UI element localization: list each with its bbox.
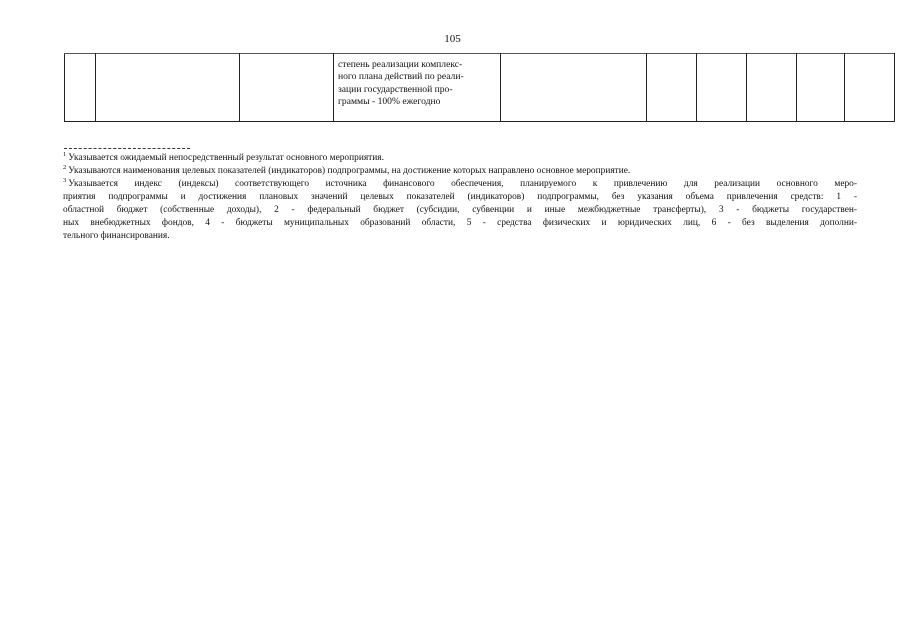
footnote-mark: 2 [63,164,67,171]
table-cell-8 [747,54,797,122]
footnote-mark: 3 [63,177,67,184]
footnote-line [63,178,857,191]
footnote-3 [63,178,857,243]
table-cell-2 [96,54,240,122]
footnote-separator [64,148,190,149]
footnote-line: областной бюджет (собственные доходы), 2 - федеральный бюджет (субсидии, субвенции и иные межбюджетные трансферты), 3 - бюджеты государствен- [63,205,857,215]
footnote-text: Указываются наименования целевых показателей (индикаторов) подпрограммы, на достижение которых направлено основное мероприятие. [68,166,631,176]
indicator-line: граммы - 100% ежегодно [338,96,441,108]
footnote-text: Указывается индекс (индексы) соответствующего источника финансового обеспечения, планируемого к привлечению для реализации основного меро- [68,179,857,189]
measures-table [64,53,895,122]
table-cell-10 [845,54,895,122]
footnote-mark: 1 [63,151,67,158]
indicator-line: зации государственной про- [338,83,453,95]
footnote-line: тельного финансирования. [63,231,170,241]
page-number: 105 [444,33,461,45]
table-cell-1 [65,54,96,122]
table-cell-7 [697,54,747,122]
table-cell-9 [797,54,845,122]
footnote-line: приятия подпрограммы и достижения плановых значений целевых показателей (индикаторов) подпрограммы, без указания объема привлечения средств: 1 - [63,192,857,202]
footnote-2 [63,165,857,178]
footnote-line: ных внебюджетных фондов, 4 - бюджеты муниципальных образований области, 5 - средства физических и юридических лиц, 6 - без выделения дополни- [63,218,857,228]
table-row [65,54,895,122]
table-cell-3 [240,54,334,122]
indicator-line: ного плана действий по реали- [338,71,464,83]
footnote-text: Указывается ожидаемый непосредственный результат основного мероприятия. [68,153,384,163]
table-cell-5 [501,54,647,122]
indicator-text [334,54,500,109]
footnote-1 [63,152,857,165]
table-cell-6 [647,54,697,122]
table-cell-indicator [334,54,501,122]
footnotes [63,152,857,243]
indicator-line: степень реализации комплекс- [338,59,463,70]
